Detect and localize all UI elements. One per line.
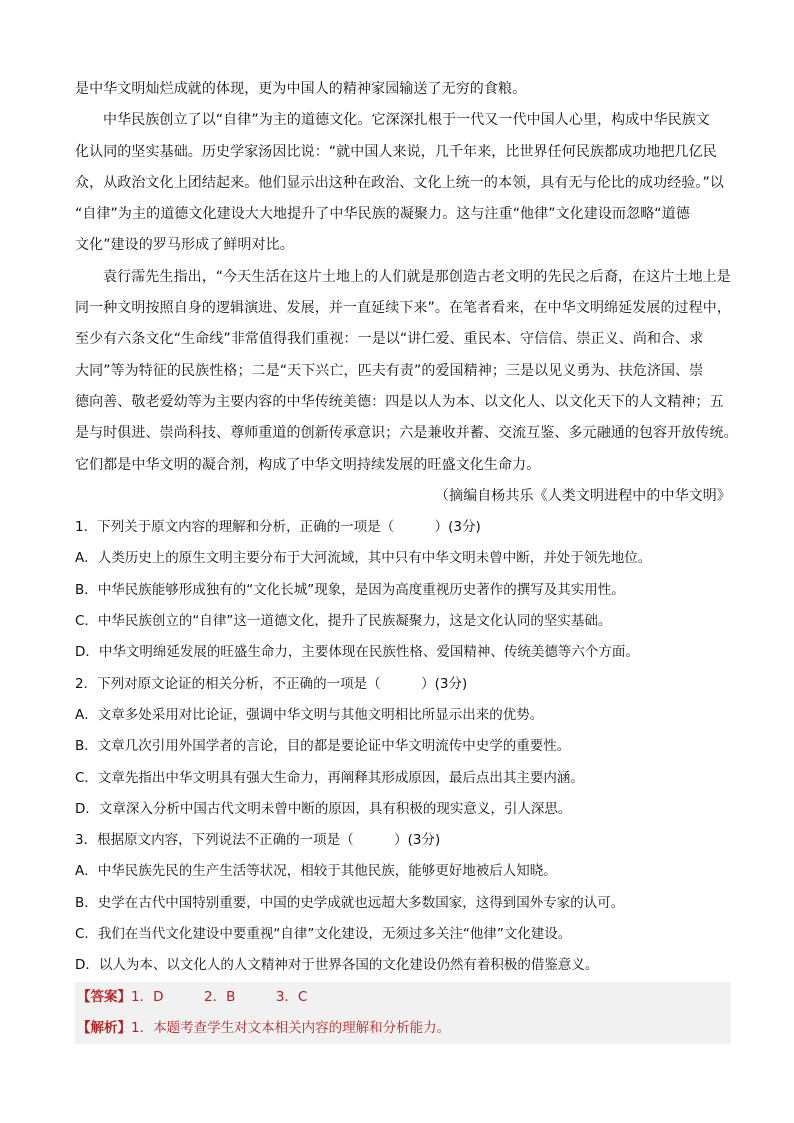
passage-line: 同一种文明按照自身的逻辑演进、发展，并一直延续下来”。在笔者看来，在中华文明绵延发展的过程中， <box>75 300 731 317</box>
question-stem: 2．下列对原文论证的相关分析，不正确的一项是（ ）(3分) <box>75 675 468 692</box>
passage-line: “自律”为主的道德文化建设大大地提升了中华民族的凝聚力。这与注重“他律”文化建设而忽略“道德 <box>75 206 690 223</box>
question-option: B．史学在古代中国特别重要，中国的史学成就也远超大多数国家，这得到国外专家的认可。 <box>75 894 625 911</box>
analysis-row <box>75 1013 731 1044</box>
analysis-text: 1．本题考查学生对文本相关内容的理解和分析能力。 <box>131 1019 451 1036</box>
question-option: C．我们在当代文化建设中要重视“自律”文化建设，无须过多关注“他律”文化建设。 <box>75 926 572 943</box>
question-option: D．文章深入分析中国古代文明未曾中断的原因，具有积极的现实意义，引人深思。 <box>75 800 572 817</box>
question-option: B．中华民族能够形成独有的“文化长城”现象，是因为高度重视历史著作的撰写及其实用性。 <box>75 581 625 598</box>
source-citation: （摘编自杨共乐《人类文明进程中的中华文明》 <box>434 487 731 504</box>
document-page <box>75 74 738 1044</box>
answer-row <box>75 982 731 1013</box>
question-stem: 1．下列关于原文内容的理解和分析，正确的一项是（ ）(3分) <box>75 519 481 536</box>
question-option: D．以人为本、以文化人的人文精神对于世界各国的文化建设仍然有着积极的借鉴意义。 <box>75 957 599 974</box>
question-option: D．中华文明绵延发展的旺盛生命力，主要体现在民族性格、爱国精神、传统美德等六个方面。 <box>75 644 639 661</box>
passage-line: 德向善、敬老爱幼等为主要内容的中华传统美德：四是以人为本、以文化人、以文化天下的人文精神；五 <box>75 393 724 410</box>
passage-line: 袁行霈先生指出，“今天生活在这片土地上的人们就是那创造古老文明的先民之后裔，在这片土地上是 <box>103 268 731 285</box>
passage-line: 化认同的坚实基础。历史学家汤因比说：“就中国人来说，几千年来，比世界任何民族都成功地把几亿民 <box>75 143 717 160</box>
passage-line: 是与时俱进、崇尚科技、尊师重道的创新传承意识；六是兼收并蓄、交流互鉴、多元融通的包容开放传统。 <box>75 425 738 442</box>
answer-text: 1．D 2．B 3．C <box>131 988 308 1005</box>
question-option: A．中华民族先民的生产生活等状况，相较于其他民族，能够更好地被后人知晓。 <box>75 863 557 880</box>
passage-line: 是中华文明灿烂成就的体现，更为中国人的精神家园输送了无穷的食粮。 <box>75 81 527 97</box>
passage <box>75 74 738 512</box>
passage-line: 大同”等为特征的民族性格；二是“天下兴亡，匹夫有责”的爱国精神；三是以见义勇为、扶危济国、崇 <box>75 362 704 379</box>
answer-tag: 【答案】 <box>77 988 131 1005</box>
question-option: A．人类历史上的原生文明主要分布于大河流域，其中只有中华文明未曾中断，并处于领先地位。 <box>75 550 652 567</box>
passage-line: 它们都是中华文明的凝合剂，构成了中华文明持续发展的旺盛文化生命力。 <box>75 456 541 473</box>
question-option: C．文章先指出中华文明具有强大生命力，再阐释其形成原因，最后点出其主要内涵。 <box>75 769 584 786</box>
passage-line: 中华民族创立了以“自律”为主的道德文化。它深深扎根于一代又一代中国人心里，构成中华民族文 <box>103 112 710 129</box>
question-option: C．中华民族创立的“自律”这一道德文化，提升了民族凝聚力，这是文化认同的坚实基础。 <box>75 613 612 630</box>
questions <box>75 512 731 981</box>
question-option: A．文章多处采用对比论证，强调中华文明与其他文明相比所显示出来的优势。 <box>75 706 544 723</box>
question-stem: 3．根据原文内容，下列说法不正确的一项是（ ）(3分) <box>75 832 441 849</box>
passage-line: 至少有六条文化“生命线”非常值得我们重视：一是以“讲仁爱、重民本、守信信、崇正义、尚和合、求 <box>75 331 704 348</box>
passage-line: 文化”建设的罗马形成了鲜明对比。 <box>75 237 294 254</box>
analysis-tag: 【解析】 <box>77 1019 131 1036</box>
question-option: B．文章几次引用外国学者的言论，目的都是要论证中华文明流传中史学的重要性。 <box>75 738 571 755</box>
passage-line: 众，从政治文化上团结起来。他们显示出这种在政治、文化上统一的本领，具有无与伦比的成功经验。”以 <box>75 174 724 191</box>
